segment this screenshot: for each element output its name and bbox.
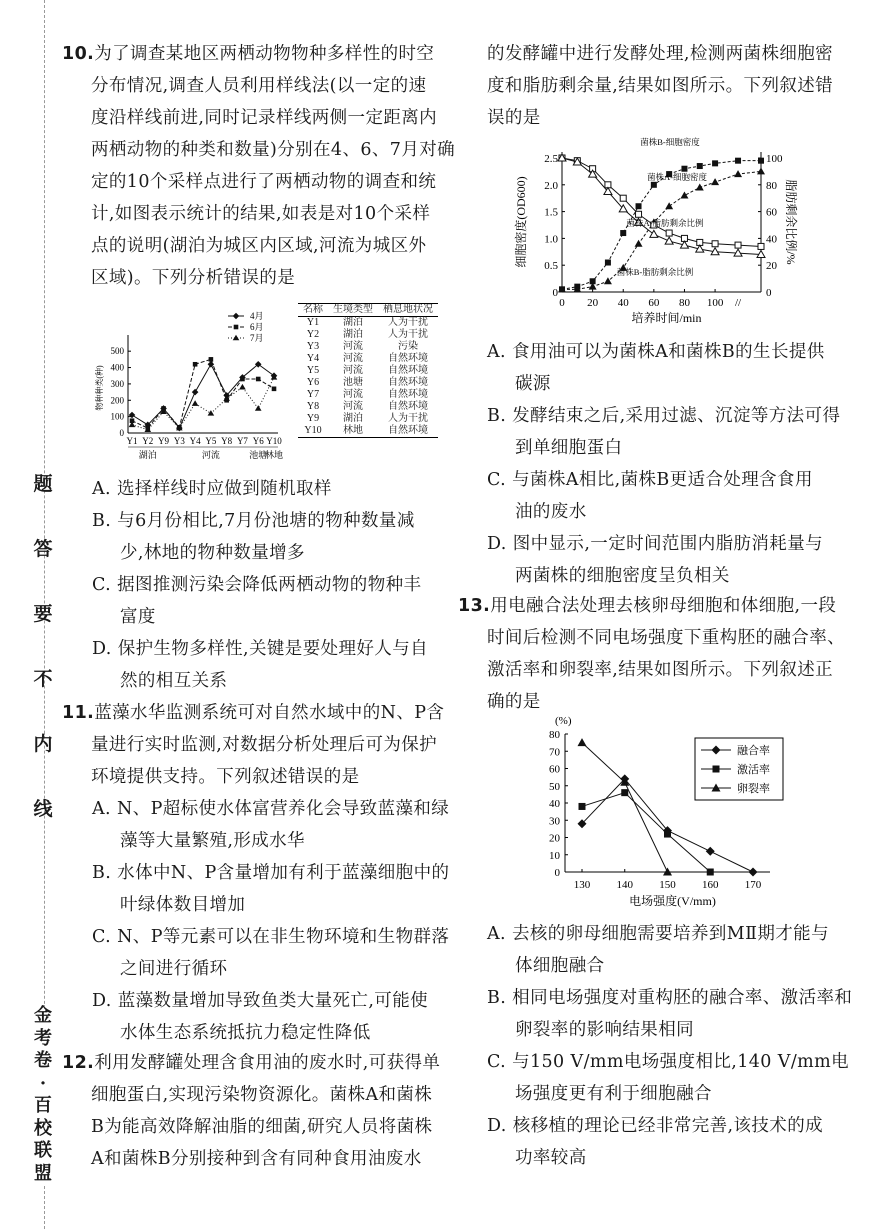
question-text-line: 计,如图表示统计的结果,如表是对10个采样 <box>91 204 431 224</box>
table-row <box>298 353 438 365</box>
table-row <box>298 377 438 389</box>
option-D-line: 然的相互关系 <box>120 671 228 691</box>
data-point <box>650 230 658 237</box>
y-tick-label: 300 <box>110 378 124 389</box>
option-B-line: B. 发酵结束之后,采用过滤、沉淀等方法可得 <box>487 406 841 426</box>
x-tick-label: 150 <box>659 879 676 891</box>
y-tick-label: 30 <box>549 815 560 828</box>
question-text-line: 13.用电融合法处理去核卵母细胞和体细胞,一段 <box>458 596 837 616</box>
data-point <box>234 325 239 330</box>
data-point <box>272 387 277 392</box>
legend-label: 4月 <box>250 311 264 321</box>
table-cell: 自然环境 <box>388 401 428 412</box>
table-cell: 河流 <box>343 401 363 412</box>
option-D-line: 水体生态系统抵抗力稳定性降低 <box>120 1023 371 1043</box>
option-A-line: A. 去核的卵母细胞需要培养到MⅡ期才能与 <box>487 924 829 944</box>
sidebar-brand: 金 考 卷 · 百 校 联 盟 <box>29 1005 57 1185</box>
x-tick-label: 100 <box>706 297 724 309</box>
table-cell: Y2 <box>306 329 320 340</box>
x-tick-label: Y3 <box>173 436 185 446</box>
table-cell: 湖泊 <box>343 329 363 340</box>
data-point <box>233 313 240 320</box>
question-12-continued <box>487 38 847 134</box>
question-text-line: A和菌株B分别接种到含有同种食用油废水 <box>91 1149 422 1169</box>
table-row <box>298 389 438 401</box>
option-C-line: C. 据图推测污染会降低两栖动物的物种丰 <box>92 575 422 595</box>
table-header: 生境类型 <box>333 304 373 315</box>
x-group-label: 池塘 <box>249 450 268 460</box>
series-line <box>132 364 274 428</box>
data-point <box>665 202 673 209</box>
y-tick-label: 50 <box>549 780 560 793</box>
data-point <box>192 400 199 406</box>
question-text-line: B为能高效降解油脂的细菌,研究人员将菌株 <box>91 1117 433 1137</box>
option-A-line: A. 选择样线时应做到随机取样 <box>92 479 332 499</box>
data-point <box>621 789 628 796</box>
x-group-label: 林地 <box>264 450 284 460</box>
x-tick-label: Y7 <box>236 436 248 446</box>
table-cell: Y9 <box>306 413 320 424</box>
question-text-line: 量进行实时监测,对数据分析处理后可为保护 <box>91 735 438 755</box>
y-tick-label: 80 <box>549 729 560 741</box>
y-tick-label: 400 <box>110 362 124 373</box>
table-cell: 人为干扰 <box>388 413 428 424</box>
legend-label: 7月 <box>250 333 264 343</box>
x-tick-label: 80 <box>678 297 690 309</box>
sidebar-char: 要 <box>33 603 53 625</box>
data-point <box>735 242 741 248</box>
data-point <box>681 166 687 172</box>
option-D-line: D. 保护生物多样性,关键是要处理好人与自 <box>92 639 428 659</box>
y-axis-label: 物种种类(种) <box>95 365 104 411</box>
question-text-line: 的发酵罐中进行发酵处理,检测两菌株细胞密 <box>487 44 834 64</box>
sidebar-char: 答 <box>33 538 53 560</box>
y-axis-label-left: 细胞密度(OD600) <box>514 176 528 268</box>
data-point <box>579 803 586 810</box>
question-10 <box>62 38 456 294</box>
y-tick-label: 60 <box>549 763 560 776</box>
y-tick-label: 0 <box>554 867 560 879</box>
x-tick-label: Y4 <box>189 436 201 446</box>
data-point <box>578 738 587 746</box>
data-point <box>636 211 642 217</box>
table-cell: 河流 <box>343 365 363 376</box>
data-point <box>255 405 262 411</box>
data-point <box>192 389 199 396</box>
q12-strain-chart <box>505 130 798 330</box>
series-annotation: 菌株B-脂肪剩余比例 <box>616 267 694 277</box>
legend-label: 融合率 <box>737 745 770 757</box>
data-point <box>665 237 673 244</box>
x-group-label: 湖泊 <box>138 450 157 460</box>
option-A-line: 藻等大量繁殖,形成水华 <box>120 831 305 851</box>
question-text-line: 两栖动物的种类和数量)分别在4、6、7月对确 <box>91 140 456 160</box>
data-point <box>620 195 626 201</box>
question-text-line: 12.利用发酵罐处理含食用油的废水时,可获得单 <box>62 1053 441 1073</box>
y-tick-label: 500 <box>110 346 124 357</box>
option-B-line: B. 相同电场强度对重构胚的融合率、激活率和 <box>487 988 853 1008</box>
sidebar-char: 不 <box>33 668 53 690</box>
data-point <box>749 868 758 877</box>
question-number: 11. <box>62 703 95 723</box>
y-tick-label: 2.5 <box>544 153 558 165</box>
option-C-line: 富度 <box>120 607 156 627</box>
table-cell: Y10 <box>304 425 322 436</box>
question-text-line: 时间后检测不同电场强度下重构胚的融合率、 <box>487 628 845 648</box>
option-D-line: 两菌株的细胞密度呈负相关 <box>515 566 730 586</box>
x-tick-label: 130 <box>573 879 591 891</box>
option-A-line: 碳源 <box>515 374 551 394</box>
data-point <box>239 384 246 390</box>
y-right-tick-label: 100 <box>766 153 783 165</box>
table-cell: Y4 <box>306 353 320 364</box>
data-point <box>735 158 741 164</box>
series-annotation: 菌株B-细胞密度 <box>640 137 700 147</box>
option-C-line: 之间进行循环 <box>120 959 228 979</box>
x-tick-label: 60 <box>648 297 660 309</box>
y-right-tick-label: 80 <box>766 179 777 192</box>
sidebar-char: 线 <box>33 798 53 820</box>
data-point <box>620 230 626 236</box>
y-unit-label: (%) <box>555 715 572 727</box>
x-tick-label: Y10 <box>266 436 282 446</box>
question-text-line: 11.蓝藻水华监测系统可对自然水域中的N、P含 <box>62 703 445 723</box>
data-point <box>209 357 214 362</box>
table-row <box>298 401 438 413</box>
data-point <box>758 158 764 164</box>
y-tick-label: 40 <box>549 798 560 810</box>
x-tick-label: 0 <box>559 297 565 309</box>
y-tick-label: 2.0 <box>544 179 558 192</box>
x-axis-label: 电场强度(V/mm) <box>629 894 716 908</box>
y-axis-label-right: 脂肪剩余比例/% <box>784 179 798 265</box>
table-cell: 自然环境 <box>388 425 428 436</box>
data-point <box>635 240 643 247</box>
question-text-line: 激活率和卵裂率,结果如图所示。下列叙述正 <box>487 660 834 680</box>
q13-options <box>487 918 853 1174</box>
option-C-line: C. 与150 V/mm电场强度相比,140 V/mm电 <box>487 1052 850 1072</box>
data-point <box>240 377 245 382</box>
question-number: 13. <box>458 596 491 616</box>
table-row <box>298 413 438 425</box>
option-B-line: B. 与6月份相比,7月份池塘的物种数量减 <box>92 511 415 531</box>
option-D-line: D. 图中显示,一定时间范围内脂肪消耗量与 <box>487 534 823 554</box>
question-text-line: 细胞蛋白,实现污染物资源化。菌株A和菌株 <box>91 1085 433 1105</box>
table-cell: 自然环境 <box>388 365 428 376</box>
question-text-line: 分布情况,调查人员利用样线法(以一定的速 <box>91 76 427 96</box>
x-group-label: 河流 <box>201 450 220 460</box>
x-tick-label: Y6 <box>252 436 264 446</box>
data-point <box>233 335 240 341</box>
series-line <box>582 743 668 872</box>
question-text-line: 定的10个采样点进行了两栖动物的调查和统 <box>91 172 437 192</box>
x-tick-label: 20 <box>587 297 599 309</box>
table-cell: 河流 <box>343 341 363 352</box>
q13-electric-field-chart <box>525 712 795 912</box>
table-cell: Y7 <box>306 389 320 400</box>
data-point <box>734 170 742 177</box>
y-tick-label: 70 <box>549 746 560 759</box>
y-tick-label: 1.0 <box>544 233 558 246</box>
series-annotation: 菌株A-细胞密度 <box>647 172 707 182</box>
option-C-line: C. N、P等元素可以在非生物环境和生物群落 <box>92 927 450 947</box>
question-13 <box>458 590 848 718</box>
data-point <box>758 243 764 249</box>
x-tick-label: 40 <box>617 297 629 309</box>
question-text-line: 度沿样线前进,同时记录样线两侧一定距离内 <box>91 108 438 128</box>
table-cell: Y6 <box>306 377 320 388</box>
y-tick-label: 10 <box>549 849 560 862</box>
data-point <box>706 847 715 856</box>
table-row <box>298 425 438 438</box>
table-cell: 自然环境 <box>388 353 428 364</box>
question-11 <box>62 697 452 1049</box>
data-point <box>680 192 688 199</box>
x-tick-label: Y9 <box>158 436 170 446</box>
data-point <box>666 230 672 236</box>
table-row <box>298 329 438 341</box>
data-point <box>664 831 671 838</box>
data-point <box>757 167 765 174</box>
table-cell: Y1 <box>306 317 320 328</box>
sidebar-char: 题 <box>33 473 53 495</box>
option-B-line: B. 水体中N、P含量增加有利于蓝藻细胞中的 <box>92 863 450 883</box>
y-tick-label: 200 <box>110 395 124 406</box>
question-number: 12. <box>62 1053 95 1073</box>
table-cell: 人为干扰 <box>388 329 428 340</box>
question-text-line: 环境提供支持。下列叙述错误的是 <box>91 767 360 787</box>
option-A-line: A. N、P超标使水体富营养化会导致蓝藻和绿 <box>92 799 450 819</box>
table-cell: 河流 <box>343 389 363 400</box>
option-D-line: 功率较高 <box>515 1148 587 1168</box>
x-tick-label: Y8 <box>221 436 233 446</box>
data-point <box>711 178 719 185</box>
legend-label: 6月 <box>250 322 264 332</box>
table-cell: 河流 <box>343 353 363 364</box>
data-point <box>696 183 704 190</box>
y-tick-label: 100 <box>110 411 124 422</box>
data-point <box>707 869 714 876</box>
sidebar-char: 内 <box>33 733 53 755</box>
y-tick-label: 1.5 <box>544 206 558 219</box>
data-point <box>712 160 718 166</box>
x-tick-label: Y5 <box>205 436 217 446</box>
series-line <box>132 359 274 428</box>
table-cell: 自然环境 <box>388 377 428 388</box>
option-B-line: 少,林地的物种数量增多 <box>120 543 305 563</box>
data-point <box>605 260 611 266</box>
x-tick-label: Y1 <box>126 436 138 446</box>
y-right-tick-label: 40 <box>766 233 777 246</box>
question-text-line: 区域)。下列分析错误的是 <box>91 268 296 288</box>
table-cell: 湖泊 <box>343 413 363 424</box>
table-cell: 湖泊 <box>343 317 363 328</box>
x-axis-label: 培养时间/min <box>631 311 702 325</box>
x-tick-label: 160 <box>702 879 719 891</box>
question-text-line: 10.为了调查某地区两栖动物物种多样性的时空 <box>62 44 435 64</box>
data-point <box>193 362 198 367</box>
option-D-line: D. 核移植的理论已经非常完善,该技术的成 <box>487 1116 823 1136</box>
q10-species-chart <box>88 308 298 466</box>
option-A-line: A. 食用油可以为菌株A和菌株B的生长提供 <box>487 342 825 362</box>
table-row <box>298 365 438 377</box>
x-tick-label: 140 <box>616 879 633 891</box>
x-tick-label: Y2 <box>142 436 154 446</box>
question-text-line: 度和脂肪剩余量,结果如图所示。下列叙述错 <box>487 76 834 96</box>
table-cell: Y5 <box>306 365 320 376</box>
data-point <box>712 241 718 247</box>
option-B-line: 叶绿体数目增加 <box>120 895 246 915</box>
option-B-line: 到单细胞蛋白 <box>515 438 623 458</box>
option-D-line: D. 蓝藻数量增加导致鱼类大量死亡,可能使 <box>92 991 428 1011</box>
data-point <box>651 182 657 188</box>
question-number: 10. <box>62 44 95 64</box>
table-cell: Y3 <box>306 341 320 352</box>
option-C-line: 油的废水 <box>515 502 587 522</box>
question-12 <box>62 1047 452 1175</box>
table-cell: 林地 <box>343 425 363 436</box>
legend-label: 卵裂率 <box>737 783 770 795</box>
table-cell: 池塘 <box>343 377 363 388</box>
table-cell: 人为干扰 <box>388 317 428 328</box>
y-right-tick-label: 0 <box>766 287 772 299</box>
data-point <box>697 163 703 169</box>
data-point <box>713 766 720 773</box>
option-C-line: 场强度更有利于细胞融合 <box>515 1084 712 1104</box>
data-point <box>256 377 261 382</box>
table-row <box>298 341 438 353</box>
table-cell: 污染 <box>398 341 418 352</box>
table-cell: Y8 <box>306 401 320 412</box>
q10-sample-table <box>298 303 438 438</box>
data-point <box>636 203 642 209</box>
option-B-line: 卵裂率的影响结果相同 <box>515 1020 694 1040</box>
question-text-line: 确的是 <box>487 692 541 712</box>
option-A-line: 体细胞融合 <box>515 956 605 976</box>
q12-options <box>487 336 847 592</box>
y-right-tick-label: 60 <box>766 206 777 219</box>
q10-options <box>62 473 452 697</box>
option-C-line: C. 与菌株A相比,菌株B更适合处理含食用 <box>487 470 813 490</box>
series-annotation: 菌株A-脂肪剩余比例 <box>626 218 704 228</box>
y-tick-label: 20 <box>549 832 560 845</box>
y-right-tick-label: 20 <box>766 260 777 273</box>
axis-break: // <box>734 297 742 309</box>
table-header: 栖息地状况 <box>383 304 433 315</box>
question-text-line: 误的是 <box>487 108 541 128</box>
x-tick-label: 170 <box>744 879 762 891</box>
y-tick-label: 0.5 <box>544 260 558 273</box>
y-tick-label: 0 <box>119 428 124 438</box>
table-header: 名称 <box>303 304 323 315</box>
y-tick-label: 0 <box>552 287 558 299</box>
legend-label: 激活率 <box>737 764 770 776</box>
data-point <box>129 422 136 428</box>
question-text-line: 点的说明(湖泊为城区内区域,河流为城区外 <box>91 236 427 256</box>
table-cell: 自然环境 <box>388 389 428 400</box>
data-point <box>129 412 136 419</box>
table-row <box>298 317 438 330</box>
